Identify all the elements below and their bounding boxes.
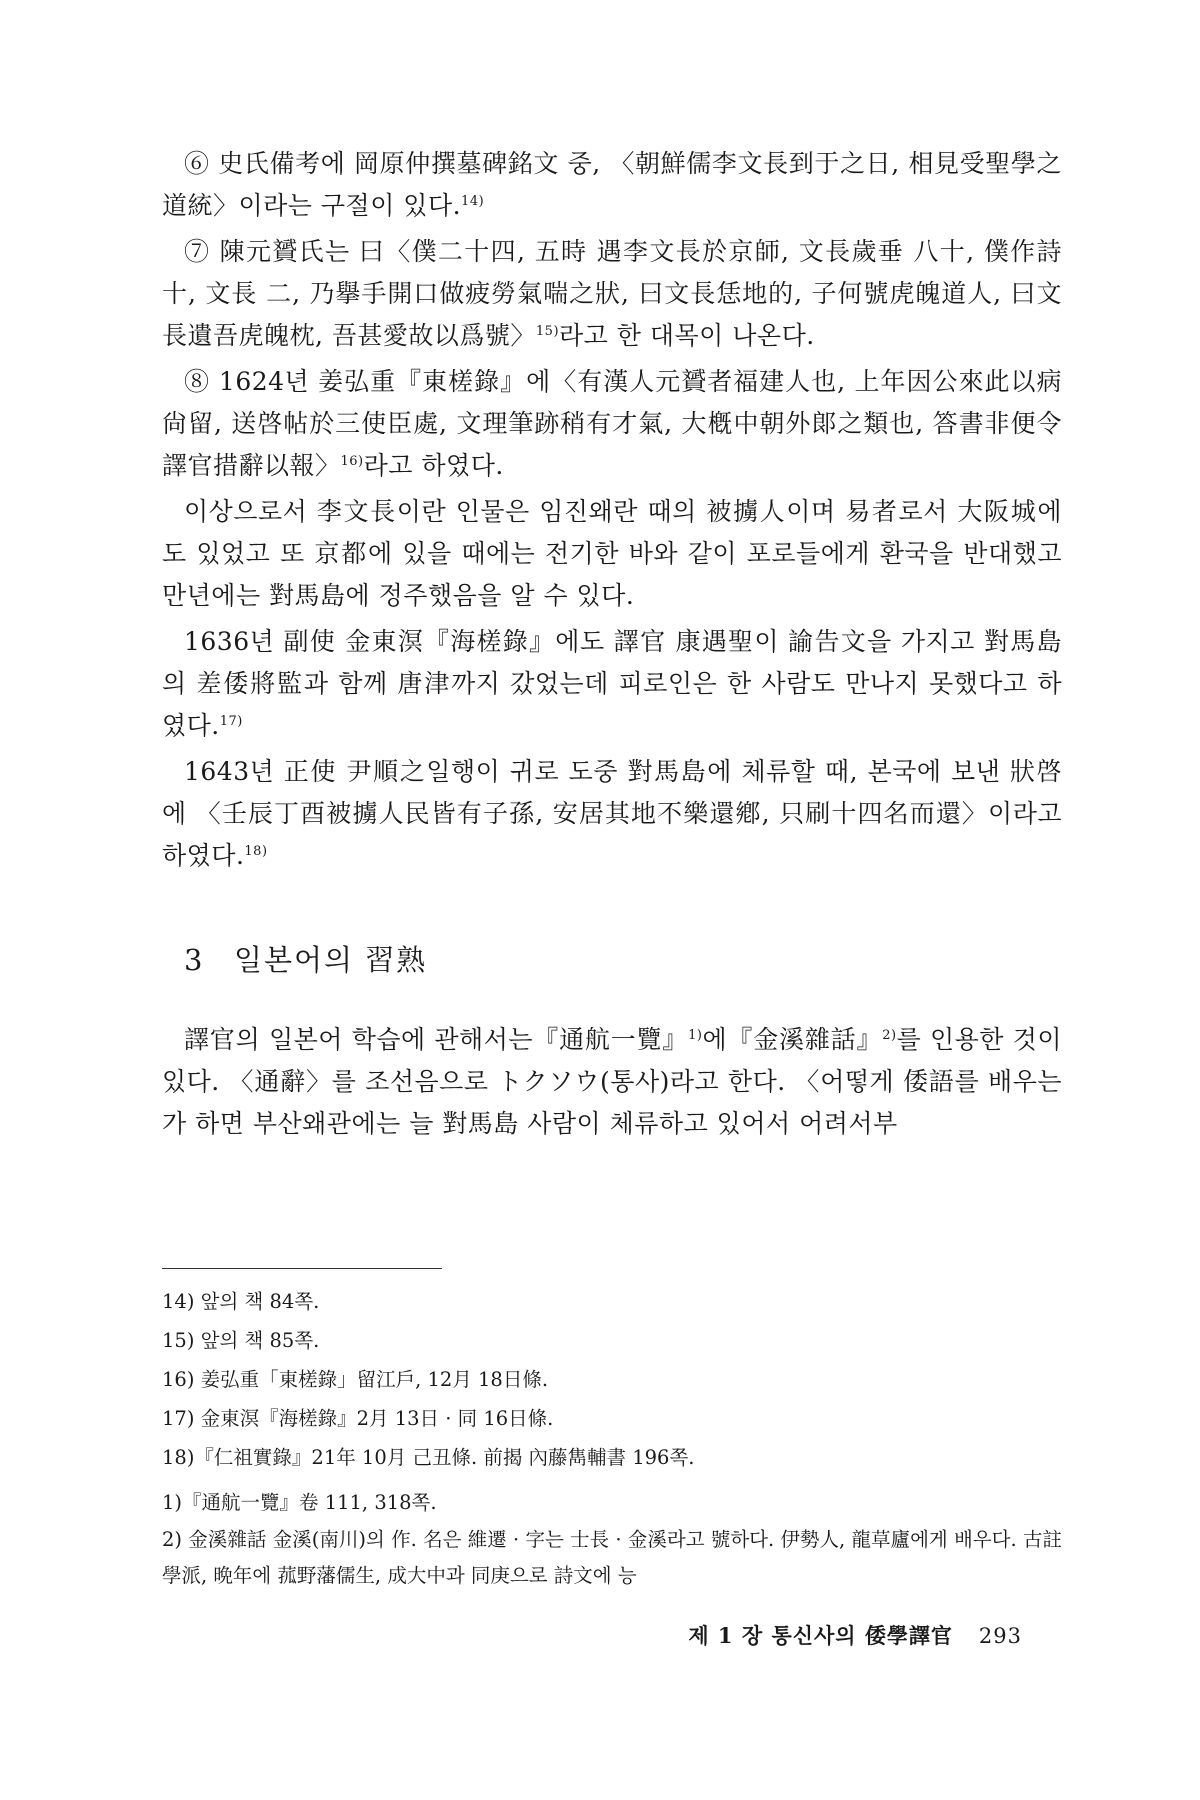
- footnote-17: 17) 金東溟『海槎錄』2月 13日 · 同 16日條.: [162, 1407, 554, 1430]
- footnote-2: 2) 金溪雜話 金溪(南川)의 作. 名은 維遷 · 字는 士長 · 金溪라고 號하다. 伊勢人, 龍草廬에게 배우다. 古註學派, 晩年에 菰野藩儒生, 成大中과 同庚으로 詩文에 능: [162, 1528, 1062, 1587]
- footnote-1: 1)『通航一覽』卷 111, 318쪽.: [162, 1491, 437, 1514]
- footnote-divider: [162, 1268, 442, 1269]
- paragraph-section-3: 譯官의 일본어 학습에 관해서는『通航一覽』$^{1)}$에『金溪雜話』$^{2)}$를 인용한 것이 있다. 〈通辭〉를 조선음으로 トクソウ(통사)라고 한다. 〈어떻게 倭語를 배우는가 하면 부산왜관에는 늘 對馬島 사람이 체류하고 있어서 어려서부: [162, 1025, 1063, 1138]
- section-heading: [184, 939, 1062, 981]
- section-number: 3: [184, 943, 205, 977]
- footnote-ref[interactable]: 17): [219, 714, 243, 729]
- footnote-ref[interactable]: 1): [688, 1028, 703, 1043]
- footnote-16: 16) 姜弘重「東槎錄」留江戶, 12月 18日條.: [162, 1368, 549, 1391]
- paragraph-7: ⑦ 陳元贇氏는 曰〈僕二十四, 五時 遇李文長於京師, 文長歲垂 八十, 僕作詩 十, 文長 二, 乃擧手開口做疲勞氣喘之狀, 曰文長恁地的, 子何號虎魄道人, 曰文長遺吾虎魄枕, 吾甚愛故以爲號〉$^{15)}$라고 한 대목이 나온다.: [162, 237, 1062, 350]
- paragraph-6: ⑥ 史氏備考에 岡原仲撰墓碑銘文 중, 〈朝鮮儒李文長到于之日, 相見受聖學之道統〉이라는 구절이 있다.$^{14)}$: [162, 149, 1062, 220]
- chapter-title: 제 1 장 통신사의 倭學譯官: [688, 1623, 953, 1648]
- footnote-ref[interactable]: 15): [535, 324, 560, 339]
- page-number: 293: [978, 1624, 1022, 1648]
- paragraph-summary: 이상으로서 李文長이란 인물은 임진왜란 때의 被擄人이며 易者로서 大阪城에도 있었고 또 京都에 있을 때에는 전기한 바와 같이 포로들에게 환국을 반대했고 만년에는 對馬島에 정주했음을 알 수 있다.: [162, 497, 1062, 610]
- footnote-ref[interactable]: 16): [340, 454, 364, 469]
- section-title: 일본어의 習熟: [234, 943, 428, 977]
- footnote-14: 14) 앞의 책 84쪽.: [162, 1290, 320, 1313]
- paragraph-8: ⑧ 1624년 姜弘重『東槎錄』에〈有漢人元贇者福建人也, 上年因公來此以病尙留, 送啓帖於三使臣處, 文理筆跡稍有才氣, 大槪中朝外郞之類也, 答書非便令譯官措辭以報〉$^{16)}$라고 하였다.: [162, 367, 1062, 480]
- footnote-ref[interactable]: 14): [461, 194, 485, 209]
- footnotes: [162, 1282, 1062, 1594]
- paragraph-1643: 1643년 正使 尹順之일행이 귀로 도중 對馬島에 체류할 때, 본국에 보낸 狀啓에 〈壬辰丁酉被擄人民皆有子孫, 安居其地不樂還鄕, 只刷十四名而還〉이라고 하였다.$^{18)}$: [162, 757, 1062, 870]
- footnote-15: 15) 앞의 책 85쪽.: [162, 1329, 320, 1352]
- footnote-ref[interactable]: 2): [882, 1028, 897, 1043]
- footnote-18: 18)『仁祖實錄』21年 10月 己丑條. 前揭 內藤雋輔書 196쪽.: [162, 1446, 695, 1469]
- footnote-ref[interactable]: 18): [244, 844, 268, 859]
- paragraph-1636: 1636년 副使 金東溟『海槎錄』에도 譯官 康遇聖이 諭告文을 가지고 對馬島의 差倭將監과 함께 唐津까지 갔었는데 피로인은 한 사람도 만나지 못했다고 하였다.$^{17)}$: [162, 627, 1062, 740]
- running-footer: [688, 1620, 1022, 1650]
- main-text: [162, 143, 1062, 1149]
